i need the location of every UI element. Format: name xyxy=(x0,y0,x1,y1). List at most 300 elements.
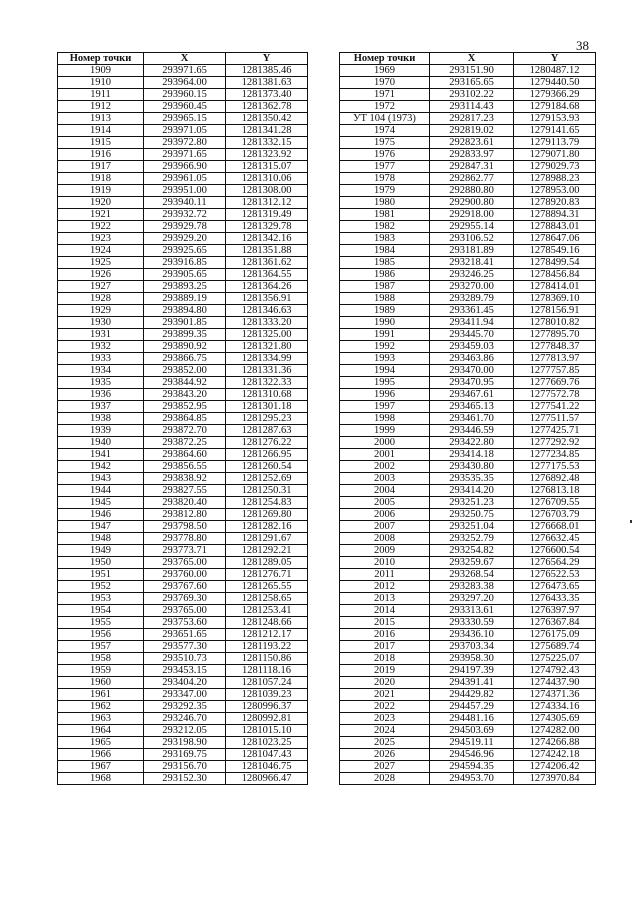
table-row xyxy=(340,149,596,161)
cell-point-number: 1933 xyxy=(58,353,144,365)
cell-y: 1280996.37 xyxy=(226,701,308,713)
cell-y: 1281308.00 xyxy=(226,185,308,197)
cell-point-number: 2015 xyxy=(340,617,430,629)
cell-point-number: 1955 xyxy=(58,617,144,629)
table-row xyxy=(58,737,308,749)
cell-x: 293430.80 xyxy=(430,461,514,473)
cell-x: 293251.23 xyxy=(430,497,514,509)
cell-y: 1278953.00 xyxy=(514,185,596,197)
cell-y: 1281301.18 xyxy=(226,401,308,413)
table-row xyxy=(340,605,596,617)
cell-y: 1274266.88 xyxy=(514,737,596,749)
cell-y: 1277425.71 xyxy=(514,425,596,437)
cell-x: 293778.80 xyxy=(144,533,226,545)
cell-x: 293283.38 xyxy=(430,581,514,593)
cell-y: 1281329.78 xyxy=(226,221,308,233)
table-row xyxy=(58,245,308,257)
cell-point-number: 1998 xyxy=(340,413,430,425)
cell-point-number: 1962 xyxy=(58,701,144,713)
cell-x: 293361.45 xyxy=(430,305,514,317)
page-number: 38 xyxy=(576,38,589,53)
table-row xyxy=(340,557,596,569)
cell-point-number: 1985 xyxy=(340,257,430,269)
cell-point-number: 1979 xyxy=(340,185,430,197)
cell-x: 293470.00 xyxy=(430,365,514,377)
cell-point-number: 1950 xyxy=(58,557,144,569)
cell-x: 293510.73 xyxy=(144,653,226,665)
cell-x: 292880.80 xyxy=(430,185,514,197)
table-row xyxy=(340,77,596,89)
table-row xyxy=(340,89,596,101)
cell-y: 1277813.97 xyxy=(514,353,596,365)
cell-y: 1281346.63 xyxy=(226,305,308,317)
table-row xyxy=(58,149,308,161)
table-row xyxy=(340,209,596,221)
table-row xyxy=(58,401,308,413)
cell-point-number: 2023 xyxy=(340,713,430,725)
table-row xyxy=(340,185,596,197)
table-row xyxy=(58,185,308,197)
cell-x: 293268.54 xyxy=(430,569,514,581)
table-row xyxy=(58,209,308,221)
cell-y: 1276522.53 xyxy=(514,569,596,581)
table-row xyxy=(340,305,596,317)
cell-point-number: 1944 xyxy=(58,485,144,497)
cell-x: 293866.75 xyxy=(144,353,226,365)
cell-y: 1281269.80 xyxy=(226,509,308,521)
cell-y: 1280992.81 xyxy=(226,713,308,725)
cell-y: 1279153.93 xyxy=(514,113,596,125)
table-row xyxy=(58,509,308,521)
cell-point-number: 1909 xyxy=(58,65,144,77)
cell-point-number: 1917 xyxy=(58,161,144,173)
cell-x: 293313.61 xyxy=(430,605,514,617)
cell-y: 1276473.65 xyxy=(514,581,596,593)
cell-y: 1281266.95 xyxy=(226,449,308,461)
cell-x: 293246.70 xyxy=(144,713,226,725)
table-row xyxy=(58,425,308,437)
cell-x: 293893.25 xyxy=(144,281,226,293)
cell-x: 293820.40 xyxy=(144,497,226,509)
cell-y: 1277175.53 xyxy=(514,461,596,473)
cell-point-number: 1945 xyxy=(58,497,144,509)
cell-point-number: 1939 xyxy=(58,425,144,437)
table-row xyxy=(58,341,308,353)
cell-x: 293827.55 xyxy=(144,485,226,497)
table-row xyxy=(58,665,308,677)
cell-point-number: 1935 xyxy=(58,377,144,389)
table-row xyxy=(58,173,308,185)
cell-point-number: 1912 xyxy=(58,101,144,113)
cell-x: 293765.00 xyxy=(144,605,226,617)
table-row xyxy=(340,233,596,245)
cell-x: 293453.15 xyxy=(144,665,226,677)
cell-x: 294546.96 xyxy=(430,749,514,761)
table-row xyxy=(340,389,596,401)
table-row xyxy=(58,221,308,233)
cell-y: 1278843.01 xyxy=(514,221,596,233)
table-row xyxy=(58,749,308,761)
table-row xyxy=(58,761,308,773)
cell-point-number: 1922 xyxy=(58,221,144,233)
table-row xyxy=(340,329,596,341)
cell-point-number: 1924 xyxy=(58,245,144,257)
cell-point-number: 1937 xyxy=(58,401,144,413)
cell-x: 293445.70 xyxy=(430,329,514,341)
table-row xyxy=(58,89,308,101)
cell-x: 293114.43 xyxy=(430,101,514,113)
table-row xyxy=(58,545,308,557)
cell-point-number: 1949 xyxy=(58,545,144,557)
cell-y: 1274792.43 xyxy=(514,665,596,677)
cell-point-number: 2006 xyxy=(340,509,430,521)
table-row xyxy=(340,341,596,353)
cell-x: 293971.65 xyxy=(144,149,226,161)
table-row xyxy=(58,413,308,425)
cell-x: 293852.95 xyxy=(144,401,226,413)
table-row xyxy=(340,449,596,461)
table-row xyxy=(340,365,596,377)
cell-y: 1279184.68 xyxy=(514,101,596,113)
cell-x: 293856.55 xyxy=(144,461,226,473)
cell-x: 293436.10 xyxy=(430,629,514,641)
cell-x: 292847.31 xyxy=(430,161,514,173)
cell-x: 293198.90 xyxy=(144,737,226,749)
cell-point-number: 1942 xyxy=(58,461,144,473)
cell-point-number: 1969 xyxy=(340,65,430,77)
cell-y: 1281310.06 xyxy=(226,173,308,185)
cell-y: 1281319.49 xyxy=(226,209,308,221)
cell-y: 1278920.83 xyxy=(514,197,596,209)
cell-point-number: 1925 xyxy=(58,257,144,269)
table-row xyxy=(58,557,308,569)
header-x: X xyxy=(144,53,226,65)
cell-point-number: 2019 xyxy=(340,665,430,677)
cell-x: 293767.60 xyxy=(144,581,226,593)
cell-y: 1279113.79 xyxy=(514,137,596,149)
cell-x: 293966.90 xyxy=(144,161,226,173)
cell-point-number: 1986 xyxy=(340,269,430,281)
cell-y: 1278414.01 xyxy=(514,281,596,293)
header-y: Y xyxy=(514,53,596,65)
cell-x: 293470.95 xyxy=(430,377,514,389)
cell-point-number: 1947 xyxy=(58,521,144,533)
cell-x: 293760.00 xyxy=(144,569,226,581)
table-row xyxy=(340,293,596,305)
cell-point-number: 1952 xyxy=(58,581,144,593)
table-row xyxy=(340,701,596,713)
cell-point-number: 1932 xyxy=(58,341,144,353)
cell-x: 293703.34 xyxy=(430,641,514,653)
cell-x: 293894.80 xyxy=(144,305,226,317)
cell-y: 1281057.24 xyxy=(226,677,308,689)
header-x: X xyxy=(430,53,514,65)
cell-x: 293889.19 xyxy=(144,293,226,305)
table-row xyxy=(340,509,596,521)
cell-point-number: 1996 xyxy=(340,389,430,401)
scan-artifact xyxy=(630,520,632,523)
cell-point-number: 1957 xyxy=(58,641,144,653)
table-row xyxy=(58,377,308,389)
cell-y: 1281312.12 xyxy=(226,197,308,209)
table-row xyxy=(340,737,596,749)
cell-y: 1281356.91 xyxy=(226,293,308,305)
table-row xyxy=(340,629,596,641)
table-row xyxy=(340,257,596,269)
cell-point-number: 1976 xyxy=(340,149,430,161)
cell-point-number: 1913 xyxy=(58,113,144,125)
table-row xyxy=(340,773,596,785)
table-row xyxy=(340,533,596,545)
table-row xyxy=(340,761,596,773)
table-row xyxy=(58,113,308,125)
cell-y: 1281258.65 xyxy=(226,593,308,605)
table-row xyxy=(58,305,308,317)
cell-point-number: 1926 xyxy=(58,269,144,281)
cell-x: 293422.80 xyxy=(430,437,514,449)
cell-x: 294503.69 xyxy=(430,725,514,737)
table-row xyxy=(58,473,308,485)
cell-point-number: 2009 xyxy=(340,545,430,557)
cell-point-number: 1919 xyxy=(58,185,144,197)
cell-point-number: 1941 xyxy=(58,449,144,461)
cell-point-number: 1961 xyxy=(58,689,144,701)
table-row xyxy=(58,353,308,365)
table-row xyxy=(340,593,596,605)
cell-point-number: 1975 xyxy=(340,137,430,149)
cell-y: 1276433.35 xyxy=(514,593,596,605)
cell-point-number: 2024 xyxy=(340,725,430,737)
cell-point-number: 1995 xyxy=(340,377,430,389)
table-row xyxy=(58,713,308,725)
cell-y: 1276813.18 xyxy=(514,485,596,497)
cell-x: 293467.61 xyxy=(430,389,514,401)
cell-y: 1278499.54 xyxy=(514,257,596,269)
cell-x: 292833.97 xyxy=(430,149,514,161)
cell-x: 293250.75 xyxy=(430,509,514,521)
table-row xyxy=(58,701,308,713)
cell-x: 293297.20 xyxy=(430,593,514,605)
table-row xyxy=(340,617,596,629)
cell-x: 294197.39 xyxy=(430,665,514,677)
cell-point-number: 1921 xyxy=(58,209,144,221)
cell-y: 1281252.69 xyxy=(226,473,308,485)
cell-x: 293844.92 xyxy=(144,377,226,389)
cell-point-number: 2016 xyxy=(340,629,430,641)
table-row xyxy=(58,65,308,77)
cell-point-number: 2008 xyxy=(340,533,430,545)
cell-y: 1281276.71 xyxy=(226,569,308,581)
cell-y: 1281260.54 xyxy=(226,461,308,473)
cell-point-number: 1964 xyxy=(58,725,144,737)
cell-y: 1274371.36 xyxy=(514,689,596,701)
table-row xyxy=(340,545,596,557)
cell-y: 1276703.79 xyxy=(514,509,596,521)
cell-point-number: 1956 xyxy=(58,629,144,641)
table-row xyxy=(340,581,596,593)
table-row xyxy=(340,725,596,737)
cell-point-number: 1914 xyxy=(58,125,144,137)
cell-y: 1281276.22 xyxy=(226,437,308,449)
cell-y: 1281150.86 xyxy=(226,653,308,665)
table-row xyxy=(340,197,596,209)
table-row xyxy=(58,581,308,593)
cell-y: 1274305.69 xyxy=(514,713,596,725)
table-header-row xyxy=(58,53,308,65)
cell-point-number: 1927 xyxy=(58,281,144,293)
cell-x: 293864.60 xyxy=(144,449,226,461)
cell-point-number: 1984 xyxy=(340,245,430,257)
cell-y: 1281265.55 xyxy=(226,581,308,593)
cell-y: 1281250.31 xyxy=(226,485,308,497)
table-row xyxy=(58,689,308,701)
table-row xyxy=(340,413,596,425)
coordinates-table-right xyxy=(339,52,596,785)
cell-point-number: 2001 xyxy=(340,449,430,461)
cell-point-number: 1915 xyxy=(58,137,144,149)
cell-x: 292900.80 xyxy=(430,197,514,209)
cell-point-number: 1948 xyxy=(58,533,144,545)
cell-x: 293890.92 xyxy=(144,341,226,353)
cell-x: 293971.65 xyxy=(144,65,226,77)
cell-y: 1278156.91 xyxy=(514,305,596,317)
cell-y: 1277669.76 xyxy=(514,377,596,389)
table-row xyxy=(58,533,308,545)
cell-y: 1281047.43 xyxy=(226,749,308,761)
table-row xyxy=(58,461,308,473)
cell-x: 293165.65 xyxy=(430,77,514,89)
cell-x: 293960.15 xyxy=(144,89,226,101)
cell-point-number: 2000 xyxy=(340,437,430,449)
table-row xyxy=(58,233,308,245)
cell-point-number: 1988 xyxy=(340,293,430,305)
cell-y: 1278647.06 xyxy=(514,233,596,245)
cell-y: 1277234.85 xyxy=(514,449,596,461)
cell-y: 1281361.62 xyxy=(226,257,308,269)
cell-y: 1281373.40 xyxy=(226,89,308,101)
cell-point-number: 1943 xyxy=(58,473,144,485)
cell-y: 1281287.63 xyxy=(226,425,308,437)
cell-y: 1277572.78 xyxy=(514,389,596,401)
cell-y: 1281253.41 xyxy=(226,605,308,617)
cell-y: 1274334.16 xyxy=(514,701,596,713)
cell-point-number: 1916 xyxy=(58,149,144,161)
cell-point-number: 1971 xyxy=(340,89,430,101)
cell-x: 294953.70 xyxy=(430,773,514,785)
cell-x: 293864.85 xyxy=(144,413,226,425)
cell-point-number: 2012 xyxy=(340,581,430,593)
table-row xyxy=(340,521,596,533)
cell-point-number: 1959 xyxy=(58,665,144,677)
cell-point-number: 1982 xyxy=(340,221,430,233)
table-row xyxy=(58,365,308,377)
cell-x: 293958.30 xyxy=(430,653,514,665)
cell-y: 1276175.09 xyxy=(514,629,596,641)
cell-point-number: 1970 xyxy=(340,77,430,89)
cell-x: 293843.20 xyxy=(144,389,226,401)
cell-point-number: 2004 xyxy=(340,485,430,497)
cell-point-number: 1987 xyxy=(340,281,430,293)
cell-y: 1281325.00 xyxy=(226,329,308,341)
cell-x: 292918.00 xyxy=(430,209,514,221)
cell-point-number: 1994 xyxy=(340,365,430,377)
cell-y: 1276367.84 xyxy=(514,617,596,629)
cell-y: 1277511.57 xyxy=(514,413,596,425)
cell-x: 292862.77 xyxy=(430,173,514,185)
cell-y: 1281322.33 xyxy=(226,377,308,389)
cell-x: 294429.82 xyxy=(430,689,514,701)
cell-x: 294594.35 xyxy=(430,761,514,773)
cell-x: 293899.35 xyxy=(144,329,226,341)
cell-y: 1280966.47 xyxy=(226,773,308,785)
cell-point-number: 1993 xyxy=(340,353,430,365)
table-row xyxy=(58,497,308,509)
cell-x: 293812.80 xyxy=(144,509,226,521)
cell-x: 293940.11 xyxy=(144,197,226,209)
cell-y: 1278010.82 xyxy=(514,317,596,329)
table-row xyxy=(340,101,596,113)
cell-x: 293181.89 xyxy=(430,245,514,257)
table-row xyxy=(58,389,308,401)
cell-x: 293459.03 xyxy=(430,341,514,353)
cell-y: 1281323.92 xyxy=(226,149,308,161)
cell-x: 293292.35 xyxy=(144,701,226,713)
cell-point-number: 1910 xyxy=(58,77,144,89)
cell-x: 293773.71 xyxy=(144,545,226,557)
cell-point-number: 2005 xyxy=(340,497,430,509)
table-row xyxy=(58,773,308,785)
table-row xyxy=(340,641,596,653)
cell-point-number: 2010 xyxy=(340,557,430,569)
cell-point-number: 1981 xyxy=(340,209,430,221)
table-row xyxy=(340,353,596,365)
table-row xyxy=(340,713,596,725)
cell-y: 1276632.45 xyxy=(514,533,596,545)
table-row xyxy=(340,281,596,293)
cell-point-number: 1911 xyxy=(58,89,144,101)
header-point-number: Номер точки xyxy=(340,53,430,65)
table-row xyxy=(340,137,596,149)
header-y: Y xyxy=(226,53,308,65)
cell-y: 1281046.75 xyxy=(226,761,308,773)
cell-point-number: 1999 xyxy=(340,425,430,437)
cell-x: 293905.65 xyxy=(144,269,226,281)
cell-x: 293951.00 xyxy=(144,185,226,197)
cell-x: 293929.78 xyxy=(144,221,226,233)
cell-y: 1281254.83 xyxy=(226,497,308,509)
cell-x: 293246.25 xyxy=(430,269,514,281)
cell-y: 1281331.36 xyxy=(226,365,308,377)
cell-y: 1278549.16 xyxy=(514,245,596,257)
table-row xyxy=(340,161,596,173)
cell-x: 294481.16 xyxy=(430,713,514,725)
table-row xyxy=(340,245,596,257)
cell-point-number: 1966 xyxy=(58,749,144,761)
cell-y: 1281248.66 xyxy=(226,617,308,629)
cell-x: 293259.67 xyxy=(430,557,514,569)
cell-y: 1273970.84 xyxy=(514,773,596,785)
cell-y: 1281334.99 xyxy=(226,353,308,365)
cell-x: 293446.59 xyxy=(430,425,514,437)
cell-x: 293347.00 xyxy=(144,689,226,701)
cell-y: 1281362.78 xyxy=(226,101,308,113)
cell-y: 1281292.21 xyxy=(226,545,308,557)
cell-x: 294391.41 xyxy=(430,677,514,689)
cell-point-number: 1990 xyxy=(340,317,430,329)
cell-point-number: 2017 xyxy=(340,641,430,653)
cell-y: 1281333.20 xyxy=(226,317,308,329)
cell-point-number: 1989 xyxy=(340,305,430,317)
